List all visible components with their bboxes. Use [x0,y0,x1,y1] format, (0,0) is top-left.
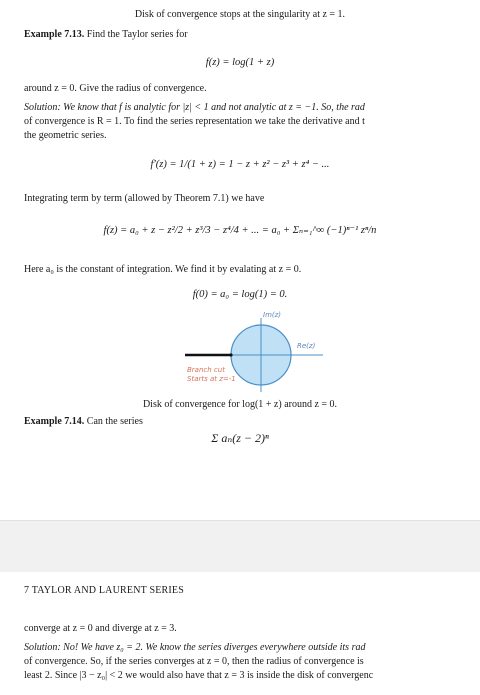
solution-line-2: of convergence is R = 1. To find the series representation we take the derivative and t [24,116,365,127]
example-7-14-label: Example 7.14. [24,416,85,427]
page-separator [0,520,480,574]
converge-text: converge at z = 0 and diverge at z = 3. [24,623,177,634]
solution-2-line-2: of convergence. So, if the series converges at z = 0, then the radius of convergence is [24,656,364,667]
disk-figure [183,310,331,396]
example-7-14-text: Can the series [86,416,143,427]
solution-line-3: the geometric series. [24,130,107,141]
equation-series: f(z) = a₀ + z − z²/2 + z³/3 − z⁴/4 + ... = a₀ + Σₙ₌₁^∞ (−1)ⁿ⁻¹ zⁿ/n [103,225,377,236]
im-axis-label: Im(z) [263,311,282,319]
here-text: Here a₀ is the constant of integration. We find it by evalating at z = 0. [24,264,302,275]
around-text: around z = 0. Give the radius of convergence. [24,83,207,94]
equation-f0: f(0) = a₀ = log(1) = 0. [192,289,288,300]
solution-2-line-1: Solution: No! We have z₀ = 2. We know the series diverges everywhere outside its rad [24,642,366,653]
example-7-13-text: Find the Taylor series for [86,29,188,40]
chapter-header: 7 TAYLOR AND LAURENT SERIES [24,585,184,596]
branch-label-2: Starts at z=-1 [187,375,236,383]
solution-2-line-3: least 2. Since |3 − z₀| < 2 we would also have that z = 3 is inside the disk of convergenc [24,670,374,681]
equation-series-714: Σ aₙ(z − 2)ⁿ [211,431,269,445]
example-7-13 [24,28,480,42]
equation-derivative: f′(z) = 1/(1 + z) = 1 − z + z² − z³ + z⁴ − ... [150,159,330,170]
branch-label-1: Branch cut [187,366,225,374]
caption-top: Disk of convergence stops at the singularity at z = 1. [134,9,346,20]
integrating-text: Integrating term by term (allowed by Theorem 7.1) we have [24,193,265,204]
branch-point [229,353,232,356]
re-axis-label: Re(z) [297,342,316,350]
solution-line-1: Solution: We know that f is analytic for |z| < 1 and not analytic at z = −1. So, the rad [24,102,365,113]
disk-figure-svg [183,310,331,396]
equation-fz: f(z) = log(1 + z) [205,57,275,68]
example-7-13-label: Example 7.13. [24,29,85,40]
example-7-14 [24,415,480,429]
figure-caption: Disk of convergence for log(1 + z) around z = 0. [142,399,338,410]
